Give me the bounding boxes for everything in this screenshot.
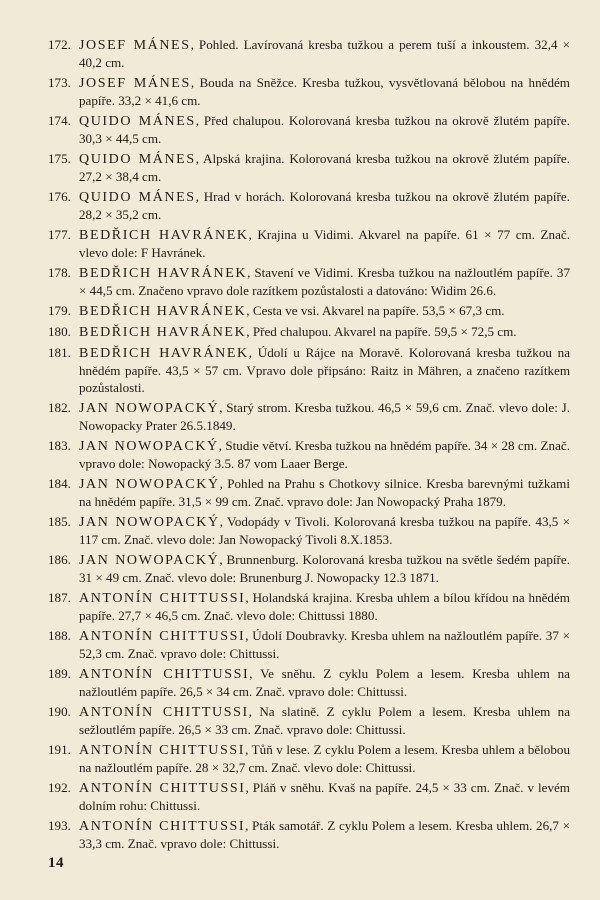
catalog-entry (48, 741, 570, 776)
artwork-details: , Krajina u Vidimi. Akvarel na papíře. 61 × 77 cm. Znač. vlevo dole: F Havránek. (79, 227, 570, 260)
artist-name: ANTONÍN CHITTUSSI (79, 629, 246, 644)
catalog-entry (48, 399, 570, 434)
artist-name: ANTONÍN CHITTUSSI (79, 705, 249, 720)
catalog-entry-list (48, 36, 570, 855)
artist-name: ANTONÍN CHITTUSSI (79, 819, 246, 834)
artwork-details: , Na slatině. Z cyklu Polem a lesem. Kresba uhlem na sežloutlém papíře. 26,5 × 33 cm. Znač. vpravo dole: Chittussi. (79, 704, 570, 737)
artwork-details: , Stavení ve Vidimi. Kresba tužkou na nažloutlém papíře. 37 × 44,5 cm. Značeno vpravo dole razítkem pozůstalosti a datováno: Widim 26.6. (79, 265, 570, 298)
entry-number: 186. (48, 552, 71, 567)
entry-number: 189. (48, 666, 71, 681)
catalog-entry (48, 589, 570, 624)
artist-name: ANTONÍN CHITTUSSI (79, 743, 246, 758)
catalog-entry (48, 475, 570, 510)
artist-name: JAN NOWOPACKÝ (79, 439, 219, 454)
entry-number: 181. (48, 345, 71, 360)
entry-number: 184. (48, 476, 71, 491)
artist-name: QUIDO MÁNES (79, 152, 196, 167)
catalog-entry (48, 226, 570, 261)
catalog-entry (48, 627, 570, 662)
artwork-details: , Ve sněhu. Z cyklu Polem a lesem. Kresba uhlem na nažloutlém papíře. 26,5 × 34 cm. Znač. vpravo dole: Chittussi. (79, 666, 570, 699)
catalog-entry (48, 264, 570, 299)
entry-description (79, 627, 570, 662)
artist-name: QUIDO MÁNES (79, 190, 196, 205)
entry-description (79, 437, 570, 472)
entry-description (79, 74, 570, 109)
entry-number: 177. (48, 227, 71, 242)
entry-number: 188. (48, 628, 71, 643)
artist-name: ANTONÍN CHITTUSSI (79, 781, 246, 796)
entry-number: 172. (48, 37, 71, 52)
entry-description (79, 344, 570, 396)
artist-name: JAN NOWOPACKÝ (79, 477, 220, 492)
entry-number: 182. (48, 400, 71, 415)
entry-description (79, 399, 570, 434)
artwork-details: , Holandská krajina. Kresba uhlem a bílou křídou na hnědém papíře. 27,7 × 46,5 cm. Znač. vlevo dole: Chittussi 1880. (79, 590, 570, 623)
entry-number: 183. (48, 438, 71, 453)
entry-number: 174. (48, 113, 71, 128)
entry-description (79, 112, 570, 147)
entry-number: 193. (48, 818, 71, 833)
artist-name: QUIDO MÁNES (79, 114, 196, 129)
artist-name: BEDŘICH HAVRÁNEK (79, 304, 247, 319)
catalog-entry (48, 817, 570, 852)
artwork-details: , Pohled na Prahu s Chotkovy silnice. Kresba barevnými tužkami na hnědém papíře. 31,5 × 99 cm. Znač. vpravo dole: Jan Nowopacký Praha 1879. (79, 476, 570, 509)
artwork-details: , Údolí Doubravky. Kresba uhlem na nažloutlém papíře. 37 × 52,3 cm. Znač. vpravo dole: Chittussi. (79, 628, 570, 661)
entry-description (79, 551, 570, 586)
catalog-entry (48, 344, 570, 396)
entry-number: 191. (48, 742, 71, 757)
entry-description (79, 475, 570, 510)
entry-description (79, 779, 570, 814)
entry-number: 179. (48, 303, 71, 318)
catalog-entry (48, 74, 570, 109)
entry-description (79, 589, 570, 624)
catalog-entry (48, 513, 570, 548)
entry-description (79, 741, 570, 776)
entry-number: 173. (48, 75, 71, 90)
entry-description (79, 226, 570, 261)
artwork-details: , Tůň v lese. Z cyklu Polem a lesem. Kresba uhlem a bělobou na nažloutlém papíře. 28 × 32,7 cm. Znač. vlevo dole: Chittussi. (79, 742, 570, 775)
entry-description (79, 188, 570, 223)
artwork-details: , Před chalupou. Akvarel na papíře. 59,5 × 72,5 cm. (246, 324, 517, 339)
artwork-details: , Vodopády v Tivoli. Kolorovaná kresba tužkou na papíře. 43,5 × 117 cm. Znač. vlevo dole: Jan Nowopacký Tivoli 8.X.1853. (79, 514, 571, 547)
artwork-details: , Bouda na Sněžce. Kresba tužkou, vysvětlovaná bělobou na hnědém papíře. 33,2 × 41,6 cm. (79, 75, 570, 108)
artwork-details: , Alpská krajina. Kolorovaná kresba tužkou na okrově žlutém papíře. 27,2 × 38,4 cm. (79, 151, 570, 184)
artist-name: ANTONÍN CHITTUSSI (79, 667, 250, 682)
page-number: 14 (48, 855, 64, 871)
entry-description (79, 36, 570, 71)
entry-number: 178. (48, 265, 71, 280)
entry-number: 192. (48, 780, 71, 795)
artwork-details: , Údolí u Rájce na Moravě. Kolorovaná kresba tužkou na hnědém papíře. 43,5 × 57 cm. Vpravo dole připsáno: Raitz in Mähren, a značeno razítkem pozůstalosti. (79, 345, 571, 395)
catalog-entry (48, 323, 570, 341)
entry-description (79, 323, 570, 341)
catalog-entry (48, 112, 570, 147)
artist-name: JOSEF MÁNES (79, 76, 191, 91)
catalog-entry (48, 302, 570, 320)
entry-number: 175. (48, 151, 71, 166)
artist-name: ANTONÍN CHITTUSSI (79, 591, 246, 606)
entry-number: 185. (48, 514, 71, 529)
artist-name: BEDŘICH HAVRÁNEK (79, 325, 247, 340)
artwork-details: , Hrad v horách. Kolorovaná kresba tužkou na okrově žlutém papíře. 28,2 × 35,2 cm. (79, 189, 570, 222)
entry-description (79, 703, 570, 738)
catalog-entry (48, 437, 570, 472)
entry-number: 176. (48, 189, 71, 204)
entry-description (79, 665, 570, 700)
entry-description (79, 150, 570, 185)
artist-name: BEDŘICH HAVRÁNEK (79, 228, 249, 243)
entry-number: 187. (48, 590, 71, 605)
artist-name: JAN NOWOPACKÝ (79, 515, 220, 530)
artwork-details: , Brunnenburg. Kolorovaná kresba tužkou na světle šedém papíře. 31 × 49 cm. Znač. vlevo dole: Brunenburg J. Nowopacky 12.3 1871. (79, 552, 570, 585)
artist-name: JOSEF MÁNES (79, 38, 191, 53)
catalog-entry (48, 551, 570, 586)
artwork-details: , Pták samotář. Z cyklu Polem a lesem. Kresba uhlem. 26,7 × 33,3 cm. Znač. vpravo dole: Chittussi. (79, 818, 570, 851)
artwork-details: , Pláň v sněhu. Kvaš na papíře. 24,5 × 33 cm. Znač. v levém dolním rohu: Chittussi. (79, 780, 570, 813)
artwork-details: , Před chalupou. Kolorovaná kresba tužkou na okrově žlutém papíře. 30,3 × 44,5 cm. (79, 113, 570, 146)
catalog-entry (48, 188, 570, 223)
catalog-entry (48, 703, 570, 738)
artist-name: JAN NOWOPACKÝ (79, 401, 220, 416)
catalog-entry (48, 36, 570, 71)
artist-name: JAN NOWOPACKÝ (79, 553, 220, 568)
entry-number: 180. (48, 324, 71, 339)
artist-name: BEDŘICH HAVRÁNEK (79, 266, 248, 281)
artwork-details: , Cesta ve vsi. Akvarel na papíře. 53,5 × 67,3 cm. (246, 303, 505, 318)
artwork-details: , Starý strom. Kresba tužkou. 46,5 × 59,6 cm. Znač. vlevo dole: J. Nowopacky Prater 26.5.1849. (79, 400, 570, 433)
catalog-entry (48, 150, 570, 185)
catalog-entry (48, 665, 570, 700)
artwork-details: , Pohled. Lavírovaná kresba tužkou a perem tuší a inkoustem. 32,4 × 40,2 cm. (79, 37, 570, 70)
entry-description (79, 264, 570, 299)
entry-number: 190. (48, 704, 71, 719)
artist-name: BEDŘICH HAVRÁNEK (79, 346, 249, 361)
entry-description (79, 513, 570, 548)
catalog-entry (48, 779, 570, 814)
entry-description (79, 817, 570, 852)
artwork-details: , Studie větví. Kresba tužkou na hnědém papíře. 34 × 28 cm. Znač. vpravo dole: Nowopacký 3.5. 87 vom Laaer Berge. (79, 438, 570, 471)
entry-description (79, 302, 570, 320)
